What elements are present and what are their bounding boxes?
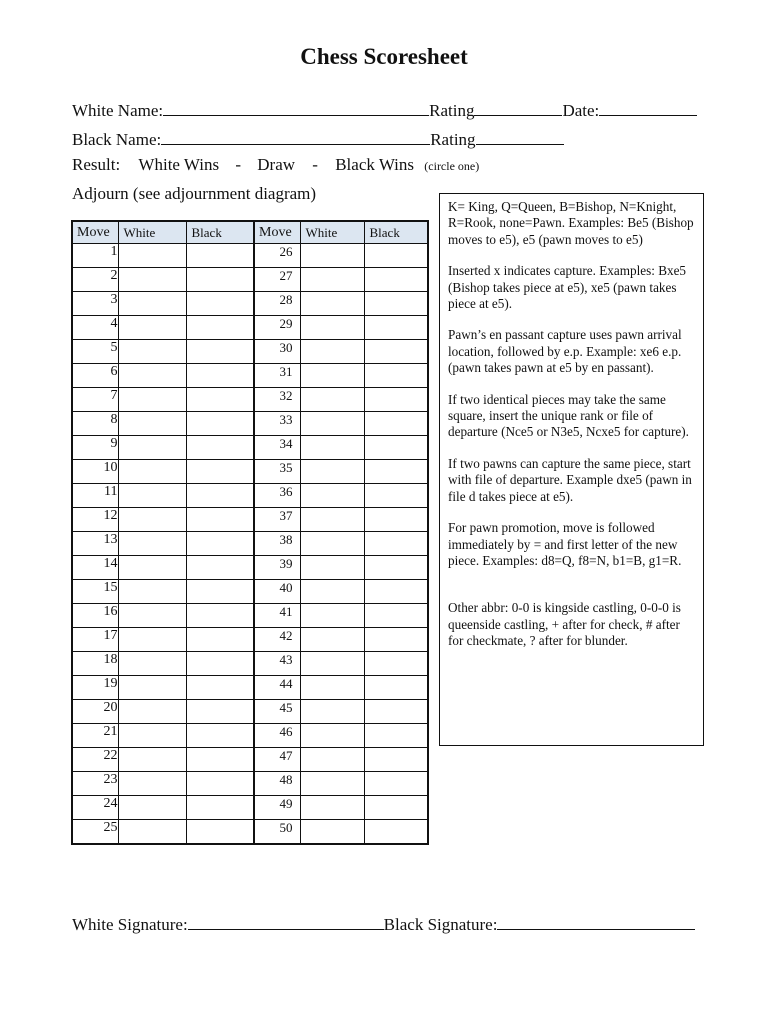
white-move-cell[interactable] xyxy=(300,268,364,292)
black-move-cell[interactable] xyxy=(364,340,428,364)
black-move-cell[interactable] xyxy=(364,364,428,388)
black-move-cell[interactable] xyxy=(186,316,254,340)
move-number: 12 xyxy=(72,508,118,532)
white-move-cell[interactable] xyxy=(118,676,186,700)
black-move-cell[interactable] xyxy=(186,436,254,460)
black-move-cell[interactable] xyxy=(364,484,428,508)
white-move-cell[interactable] xyxy=(118,316,186,340)
black-move-cell[interactable] xyxy=(186,652,254,676)
white-move-cell[interactable] xyxy=(300,484,364,508)
move-number: 20 xyxy=(72,700,118,724)
black-move-cell[interactable] xyxy=(186,724,254,748)
move-number: 30 xyxy=(254,340,300,364)
white-move-cell[interactable] xyxy=(118,484,186,508)
black-move-cell[interactable] xyxy=(364,628,428,652)
rule-text: Inserted x indicates capture. Examples: Bxe5 (Bishop takes piece at e5), xe5 (pawn takes piece at e5). xyxy=(448,263,687,312)
white-move-cell[interactable] xyxy=(118,628,186,652)
white-move-cell[interactable] xyxy=(118,244,186,268)
rule-text: If two pawns can capture the same piece, start with file of departure. Example dxe5 (pawn in file d takes piece at e5). xyxy=(448,455,692,504)
draw-option[interactable]: Draw xyxy=(257,155,296,174)
move-number: 34 xyxy=(254,436,300,460)
move-number: 43 xyxy=(254,652,300,676)
white-move-cell[interactable] xyxy=(118,364,186,388)
table-row xyxy=(72,700,428,724)
rule-text: Pawn’s en passant capture uses pawn arrival location, followed by e.p. Example: xe6 e.p.(pawn takes pawn at e5 by en passant). xyxy=(448,327,682,376)
move-number: 41 xyxy=(254,604,300,628)
white-move-cell[interactable] xyxy=(300,796,364,820)
table-row xyxy=(72,484,428,508)
move-number: 45 xyxy=(254,700,300,724)
white-move-cell[interactable] xyxy=(300,316,364,340)
move-number: 1 xyxy=(72,244,118,268)
black-move-cell[interactable] xyxy=(364,292,428,316)
move-number: 11 xyxy=(72,484,118,508)
table-row xyxy=(72,532,428,556)
table-row xyxy=(72,316,428,340)
score-table-body xyxy=(72,244,428,845)
black-move-cell[interactable] xyxy=(186,388,254,412)
black-move-cell[interactable] xyxy=(364,580,428,604)
table-row xyxy=(72,556,428,580)
black-name-field[interactable] xyxy=(161,127,430,145)
move-number: 3 xyxy=(72,292,118,316)
white-header: White xyxy=(118,221,186,244)
move-number: 27 xyxy=(254,268,300,292)
move-number: 18 xyxy=(72,652,118,676)
table-row xyxy=(72,460,428,484)
table-row xyxy=(72,364,428,388)
move-number: 24 xyxy=(72,796,118,820)
black-move-cell[interactable] xyxy=(364,244,428,268)
black-move-cell[interactable] xyxy=(186,748,254,772)
black-move-cell[interactable] xyxy=(364,556,428,580)
black-move-cell[interactable] xyxy=(186,484,254,508)
white-move-cell[interactable] xyxy=(300,436,364,460)
move-number: 46 xyxy=(254,724,300,748)
dash-separator: - xyxy=(312,155,318,174)
table-row xyxy=(72,772,428,796)
black-move-cell[interactable] xyxy=(186,772,254,796)
white-move-cell[interactable] xyxy=(118,580,186,604)
result-row xyxy=(72,155,479,177)
black-move-cell[interactable] xyxy=(186,580,254,604)
white-move-cell[interactable] xyxy=(118,796,186,820)
move-number: 15 xyxy=(72,580,118,604)
table-row xyxy=(72,796,428,820)
black-move-cell[interactable] xyxy=(186,508,254,532)
move-number: 48 xyxy=(254,772,300,796)
white-move-cell[interactable] xyxy=(300,364,364,388)
black-move-cell[interactable] xyxy=(364,820,428,845)
move-number: 50 xyxy=(254,820,300,845)
black-move-cell[interactable] xyxy=(186,364,254,388)
black-move-cell[interactable] xyxy=(186,292,254,316)
date-label: Date: xyxy=(562,101,600,120)
white-name-label: White Name: xyxy=(72,101,164,120)
white-move-cell[interactable] xyxy=(118,820,186,845)
white-move-cell[interactable] xyxy=(118,268,186,292)
black-move-cell[interactable] xyxy=(186,244,254,268)
white-move-cell[interactable] xyxy=(118,556,186,580)
table-row xyxy=(72,508,428,532)
black-signature-label: Black Signature: xyxy=(383,915,498,934)
white-header: White xyxy=(300,221,364,244)
move-number: 17 xyxy=(72,628,118,652)
move-header: Move xyxy=(254,221,300,244)
dash-separator: - xyxy=(235,155,242,174)
move-number: 33 xyxy=(254,412,300,436)
white-move-cell[interactable] xyxy=(118,532,186,556)
move-number: 23 xyxy=(72,772,118,796)
white-move-cell[interactable] xyxy=(300,412,364,436)
black-move-cell[interactable] xyxy=(186,532,254,556)
white-move-cell[interactable] xyxy=(300,748,364,772)
move-number: 5 xyxy=(72,340,118,364)
black-move-cell[interactable] xyxy=(364,676,428,700)
black-move-cell[interactable] xyxy=(364,316,428,340)
move-number: 49 xyxy=(254,796,300,820)
table-row xyxy=(72,292,428,316)
white-move-cell[interactable] xyxy=(118,604,186,628)
black-move-cell[interactable] xyxy=(364,460,428,484)
black-move-cell[interactable] xyxy=(186,628,254,652)
white-move-cell[interactable] xyxy=(118,508,186,532)
black-signature-field[interactable] xyxy=(497,912,695,930)
black-move-cell[interactable] xyxy=(364,604,428,628)
table-row xyxy=(72,820,428,845)
table-row xyxy=(72,340,428,364)
white-move-cell[interactable] xyxy=(300,388,364,412)
white-move-cell[interactable] xyxy=(118,340,186,364)
move-number: 6 xyxy=(72,364,118,388)
move-number: 28 xyxy=(254,292,300,316)
white-move-cell[interactable] xyxy=(118,388,186,412)
table-row xyxy=(72,388,428,412)
black-move-cell[interactable] xyxy=(364,700,428,724)
black-move-cell[interactable] xyxy=(186,412,254,436)
black-move-cell[interactable] xyxy=(364,388,428,412)
black-wins-option[interactable]: Black Wins xyxy=(335,155,415,174)
move-number: 8 xyxy=(72,412,118,436)
black-move-cell[interactable] xyxy=(186,700,254,724)
white-move-cell[interactable] xyxy=(300,292,364,316)
notation-rules-box xyxy=(439,193,704,746)
black-move-cell[interactable] xyxy=(186,676,254,700)
page-title: Chess Scoresheet xyxy=(300,44,468,69)
black-name-row xyxy=(72,127,564,149)
black-move-cell[interactable] xyxy=(364,412,428,436)
move-number: 35 xyxy=(254,460,300,484)
circle-one-note: (circle one) xyxy=(424,159,480,173)
white-move-cell[interactable] xyxy=(300,820,364,845)
signature-row xyxy=(72,912,695,935)
white-move-cell[interactable] xyxy=(300,700,364,724)
move-number: 44 xyxy=(254,676,300,700)
white-signature-label: White Signature: xyxy=(72,915,188,934)
black-move-cell[interactable] xyxy=(186,604,254,628)
rule-text: If two identical pieces may take the same square, insert the unique rank or file of departure (Nce5 or N3e5, Ncxe5 for capture). xyxy=(448,391,689,440)
black-move-cell[interactable] xyxy=(186,820,254,845)
move-number: 16 xyxy=(72,604,118,628)
table-row xyxy=(72,724,428,748)
white-move-cell[interactable] xyxy=(300,604,364,628)
table-row xyxy=(72,628,428,652)
white-move-cell[interactable] xyxy=(118,748,186,772)
table-row xyxy=(72,268,428,292)
white-move-cell[interactable] xyxy=(300,628,364,652)
rule-text: For pawn promotion, move is followed immediately by = and first letter of the new piece. Examples: d8=Q, f8=N, b1=B, g1=R. xyxy=(448,520,682,568)
move-number: 42 xyxy=(254,628,300,652)
white-signature-field[interactable] xyxy=(188,912,384,930)
black-move-cell[interactable] xyxy=(364,796,428,820)
move-number: 37 xyxy=(254,508,300,532)
white-move-cell[interactable] xyxy=(300,508,364,532)
rule-text: Other abbr: 0-0 is kingside castling, 0-0-0 is queenside castling, + after for check, # after for checkmate, ? after for blunder. xyxy=(448,600,681,649)
black-move-cell[interactable] xyxy=(186,796,254,820)
white-name-field[interactable] xyxy=(163,98,429,116)
move-number: 31 xyxy=(254,364,300,388)
move-number: 40 xyxy=(254,580,300,604)
white-move-cell[interactable] xyxy=(300,556,364,580)
white-move-cell[interactable] xyxy=(300,580,364,604)
table-row xyxy=(72,748,428,772)
move-number: 36 xyxy=(254,484,300,508)
white-move-cell[interactable] xyxy=(300,652,364,676)
move-number: 47 xyxy=(254,748,300,772)
score-table xyxy=(71,220,429,845)
table-header-row xyxy=(72,221,428,244)
black-header: Black xyxy=(186,221,254,244)
black-header: Black xyxy=(364,221,428,244)
black-rating-label: Rating xyxy=(430,130,476,149)
black-rating-field[interactable] xyxy=(476,127,564,145)
black-move-cell[interactable] xyxy=(186,340,254,364)
table-row xyxy=(72,580,428,604)
white-move-cell[interactable] xyxy=(118,436,186,460)
move-number: 29 xyxy=(254,316,300,340)
black-move-cell[interactable] xyxy=(364,532,428,556)
black-move-cell[interactable] xyxy=(364,436,428,460)
black-move-cell[interactable] xyxy=(364,748,428,772)
black-move-cell[interactable] xyxy=(364,268,428,292)
date-field[interactable] xyxy=(599,98,697,116)
move-number: 14 xyxy=(72,556,118,580)
black-move-cell[interactable] xyxy=(364,652,428,676)
result-label: Result: xyxy=(72,155,121,174)
move-number: 7 xyxy=(72,388,118,412)
white-wins-option[interactable]: White Wins xyxy=(138,155,220,174)
white-move-cell[interactable] xyxy=(118,724,186,748)
black-move-cell[interactable] xyxy=(364,772,428,796)
black-move-cell[interactable] xyxy=(364,724,428,748)
table-row xyxy=(72,244,428,268)
move-number: 4 xyxy=(72,316,118,340)
move-number: 2 xyxy=(72,268,118,292)
move-number: 21 xyxy=(72,724,118,748)
move-number: 39 xyxy=(254,556,300,580)
move-number: 25 xyxy=(72,820,118,845)
white-rating-field[interactable] xyxy=(474,98,562,116)
move-number: 38 xyxy=(254,532,300,556)
table-row xyxy=(72,436,428,460)
move-number: 9 xyxy=(72,436,118,460)
move-number: 26 xyxy=(254,244,300,268)
white-move-cell[interactable] xyxy=(300,676,364,700)
table-row xyxy=(72,412,428,436)
white-move-cell[interactable] xyxy=(300,532,364,556)
table-row xyxy=(72,604,428,628)
white-move-cell[interactable] xyxy=(118,772,186,796)
black-move-cell[interactable] xyxy=(364,508,428,532)
white-move-cell[interactable] xyxy=(118,652,186,676)
white-move-cell[interactable] xyxy=(300,724,364,748)
white-move-cell[interactable] xyxy=(300,340,364,364)
black-move-cell[interactable] xyxy=(186,268,254,292)
white-move-cell[interactable] xyxy=(118,460,186,484)
table-row xyxy=(72,676,428,700)
white-rating-label: Rating xyxy=(429,101,475,120)
black-move-cell[interactable] xyxy=(186,556,254,580)
white-move-cell[interactable] xyxy=(118,412,186,436)
white-move-cell[interactable] xyxy=(300,244,364,268)
move-number: 32 xyxy=(254,388,300,412)
move-number: 19 xyxy=(72,676,118,700)
black-name-label: Black Name: xyxy=(72,130,162,149)
move-number: 10 xyxy=(72,460,118,484)
white-move-cell[interactable] xyxy=(300,772,364,796)
table-row xyxy=(72,652,428,676)
white-move-cell[interactable] xyxy=(118,700,186,724)
white-move-cell[interactable] xyxy=(300,460,364,484)
adjourn-row[interactable]: Adjourn (see adjournment diagram) xyxy=(72,184,317,203)
rule-text: K= King, Q=Queen, B=Bishop, N=Knight, R=Rook, none=Pawn. Examples: Be5 (Bishop moves to e5), e5 (pawn moves to e5) xyxy=(448,199,694,247)
white-move-cell[interactable] xyxy=(118,292,186,316)
move-number: 22 xyxy=(72,748,118,772)
white-name-row xyxy=(72,98,697,120)
move-number: 13 xyxy=(72,532,118,556)
black-move-cell[interactable] xyxy=(186,460,254,484)
move-header: Move xyxy=(72,221,118,244)
